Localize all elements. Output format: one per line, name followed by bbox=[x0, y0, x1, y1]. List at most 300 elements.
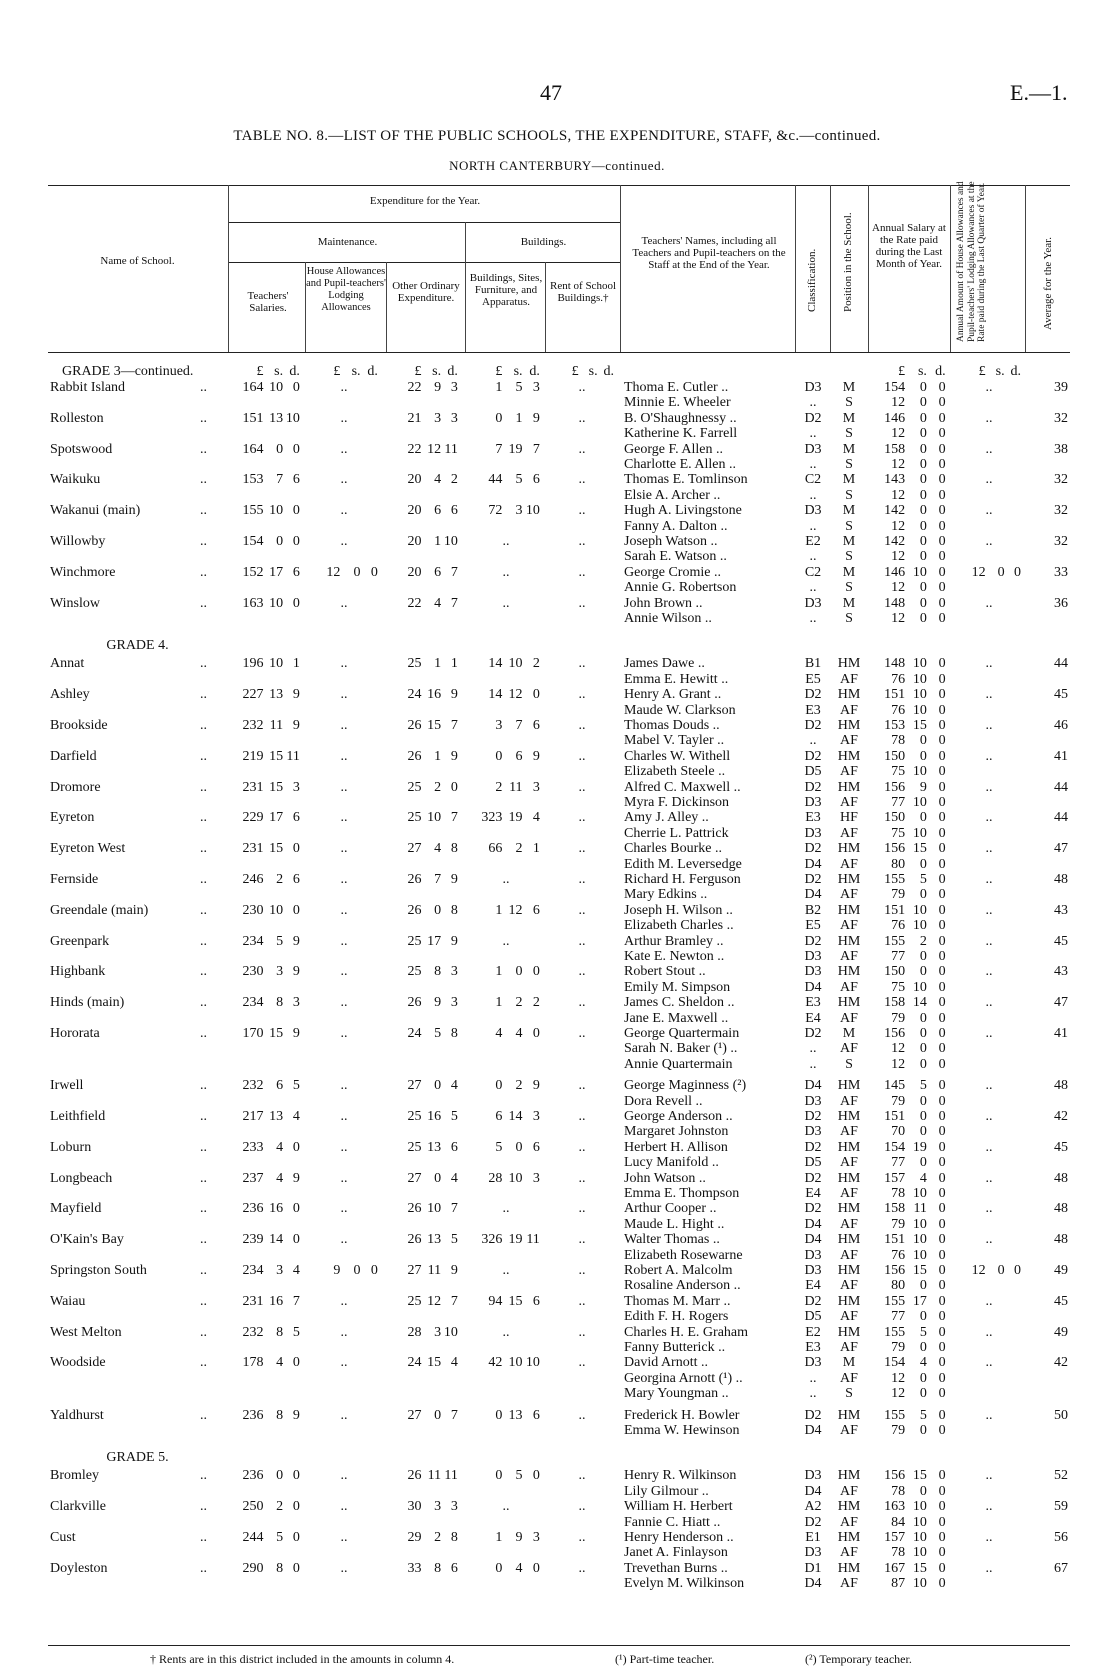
annual-allowances: .. bbox=[985, 472, 993, 488]
other-expenditure-pounds: 26 bbox=[407, 872, 422, 887]
house-allowances-shillings: 0 bbox=[353, 1263, 361, 1278]
rent: .. bbox=[578, 1560, 586, 1576]
annual-allowances-pence: 0 bbox=[1013, 1263, 1021, 1278]
other-expenditure-pounds: 30 bbox=[407, 1499, 422, 1515]
teacher-name: Jane E. Maxwell .. bbox=[624, 1010, 729, 1026]
teacher-position: AF bbox=[840, 1247, 858, 1263]
other-expenditure-pounds: 26 bbox=[407, 902, 422, 918]
teachers-salaries-shillings: 8 bbox=[276, 1560, 284, 1576]
teacher-name: James Dawe .. bbox=[624, 656, 705, 672]
rent: .. bbox=[578, 595, 586, 611]
teacher-salary-pence: 0 bbox=[938, 1386, 946, 1402]
other-expenditure-pounds: 24 bbox=[407, 1355, 422, 1371]
school-name: Spotswood bbox=[50, 441, 113, 457]
teacher-salary-pence: 0 bbox=[938, 487, 946, 503]
teacher-salary-shillings: 0 bbox=[919, 1056, 927, 1072]
other-expenditure-shillings: 8 bbox=[434, 1560, 442, 1576]
teacher-salary-pounds: 70 bbox=[891, 1124, 906, 1140]
teacher-classification: D5 bbox=[804, 764, 822, 780]
teacher-position: HM bbox=[837, 1109, 861, 1124]
teachers-salaries-pounds: 164 bbox=[242, 380, 264, 395]
document-code: E.—1. bbox=[1010, 80, 1068, 105]
other-expenditure-pence: 9 bbox=[450, 748, 458, 764]
teacher-salary-pence: 0 bbox=[938, 1483, 946, 1499]
buildings-sites-shillings: 2 bbox=[515, 995, 523, 1011]
other-expenditure-shillings: 4 bbox=[434, 595, 442, 611]
other-expenditure-shillings: 17 bbox=[427, 933, 442, 949]
other-expenditure-pounds: 25 bbox=[407, 779, 422, 795]
teacher-salary-pence: 0 bbox=[938, 1109, 946, 1124]
teacher-salary-pounds: 157 bbox=[884, 1170, 906, 1186]
teachers-salaries-shillings: 10 bbox=[269, 380, 284, 395]
average-attendance: 41 bbox=[1054, 1026, 1068, 1041]
teachers-salaries-pounds: 234 bbox=[242, 933, 264, 949]
other-expenditure-pence: 11 bbox=[444, 441, 458, 457]
buildings-sites-pounds: 4 bbox=[495, 1026, 503, 1041]
other-expenditure-pence: 7 bbox=[450, 1407, 458, 1423]
house-allowances: .. bbox=[340, 1324, 348, 1340]
house-allowances: .. bbox=[340, 1109, 348, 1124]
teacher-name: David Arnott .. bbox=[624, 1355, 708, 1371]
teacher-salary-pounds: 154 bbox=[884, 380, 906, 395]
teacher-name: Rosaline Anderson .. bbox=[624, 1278, 741, 1294]
rent: .. bbox=[578, 410, 586, 426]
leader-dots: .. bbox=[200, 1201, 207, 1217]
teacher-classification: E4 bbox=[805, 1186, 821, 1201]
teacher-name: Amy J. Alley .. bbox=[624, 810, 709, 826]
other-expenditure-pence: 6 bbox=[450, 503, 458, 519]
other-expenditure-pence: 9 bbox=[450, 687, 458, 703]
teacher-salary-shillings: 10 bbox=[912, 1216, 927, 1232]
teacher-salary-pounds: 12 bbox=[891, 395, 906, 411]
leader-dots: .. bbox=[200, 472, 207, 488]
teacher-position: M bbox=[842, 380, 856, 395]
other-expenditure-shillings: 6 bbox=[434, 564, 442, 580]
average-attendance: 59 bbox=[1054, 1499, 1068, 1515]
teacher-salary-pence: 0 bbox=[938, 979, 946, 995]
leader-dots: .. bbox=[200, 441, 207, 457]
teachers-salaries-shillings: 0 bbox=[276, 1468, 284, 1484]
teachers-salaries-pence: 5 bbox=[292, 1078, 300, 1094]
teacher-salary-pounds: 77 bbox=[891, 1309, 906, 1325]
teachers-salaries-pence: 0 bbox=[292, 595, 300, 611]
house-allowances: .. bbox=[340, 933, 348, 949]
teacher-position: S bbox=[845, 487, 853, 503]
teacher-name: George Cromie .. bbox=[624, 564, 721, 580]
teacher-salary-shillings: 0 bbox=[919, 487, 927, 503]
teachers-salaries-shillings: 11 bbox=[269, 718, 284, 733]
teacher-position: AF bbox=[840, 1483, 858, 1499]
rent: .. bbox=[578, 1530, 586, 1545]
house-allowances-pounds: 9 bbox=[333, 1263, 341, 1278]
teacher-name: Kate E. Newton .. bbox=[624, 949, 725, 964]
leader-dots: .. bbox=[200, 1468, 207, 1484]
teacher-name: John Brown .. bbox=[624, 595, 703, 611]
teacher-salary-pounds: 76 bbox=[891, 918, 906, 934]
school-name: Darfield bbox=[50, 748, 97, 764]
teacher-position: M bbox=[842, 534, 856, 549]
teachers-salaries-shillings: 8 bbox=[276, 1324, 284, 1340]
teacher-name: Herbert H. Allison bbox=[624, 1139, 728, 1155]
leader-dots: .. bbox=[200, 810, 207, 826]
unit-pounds: £ bbox=[256, 364, 264, 379]
rent: .. bbox=[578, 810, 586, 826]
average-attendance: 39 bbox=[1054, 380, 1068, 395]
teacher-classification: D4 bbox=[804, 1483, 822, 1499]
teacher-salary-pence: 0 bbox=[938, 1324, 946, 1340]
teacher-position: AF bbox=[840, 1514, 858, 1530]
house-allowances: .. bbox=[340, 1232, 348, 1248]
teacher-classification: D3 bbox=[804, 503, 822, 519]
teacher-salary-pounds: 12 bbox=[891, 1370, 906, 1386]
teacher-salary-shillings: 0 bbox=[919, 810, 927, 826]
teacher-classification: D3 bbox=[804, 1093, 822, 1109]
other-expenditure-shillings: 0 bbox=[434, 902, 442, 918]
teacher-salary-pence: 0 bbox=[938, 825, 946, 841]
annual-allowances: .. bbox=[985, 1560, 993, 1576]
teacher-position: M bbox=[842, 503, 856, 519]
teacher-salary-pounds: 79 bbox=[891, 1093, 906, 1109]
teacher-classification: C2 bbox=[804, 564, 822, 580]
teacher-position: HM bbox=[837, 1201, 861, 1217]
average-attendance: 46 bbox=[1054, 718, 1068, 733]
other-expenditure-shillings: 6 bbox=[434, 503, 442, 519]
teacher-salary-pence: 0 bbox=[938, 1216, 946, 1232]
buildings-sites-pence: 6 bbox=[532, 472, 540, 488]
buildings-sites-shillings: 0 bbox=[515, 1139, 523, 1155]
other-expenditure-pounds: 27 bbox=[407, 1263, 422, 1278]
teachers-salaries-shillings: 15 bbox=[269, 779, 284, 795]
teacher-name: James C. Sheldon .. bbox=[624, 995, 735, 1011]
average-attendance: 32 bbox=[1054, 534, 1068, 549]
other-expenditure-pounds: 20 bbox=[407, 564, 422, 580]
teachers-salaries-pence: 4 bbox=[292, 1263, 300, 1278]
buildings-sites-pounds: 1 bbox=[495, 902, 503, 918]
teacher-classification: D3 bbox=[804, 1124, 822, 1140]
teacher-salary-pounds: 156 bbox=[884, 1468, 906, 1484]
teacher-salary-shillings: 5 bbox=[919, 1407, 927, 1423]
teacher-classification: E3 bbox=[805, 1340, 821, 1355]
other-expenditure-pounds: 20 bbox=[407, 503, 422, 519]
buildings-sites-pounds: 28 bbox=[488, 1170, 503, 1186]
other-expenditure-pounds: 26 bbox=[407, 748, 422, 764]
buildings-sites-shillings: 2 bbox=[515, 1078, 523, 1094]
house-allowances: .. bbox=[340, 1170, 348, 1186]
teachers-salaries-pence: 0 bbox=[292, 1468, 300, 1484]
teacher-position: AF bbox=[840, 702, 858, 718]
col-divider bbox=[386, 262, 387, 352]
teacher-salary-shillings: 9 bbox=[919, 779, 927, 795]
teachers-salaries-pence: 0 bbox=[292, 441, 300, 457]
teacher-salary-pence: 0 bbox=[938, 395, 946, 411]
buildings-sites: .. bbox=[502, 933, 510, 949]
teacher-position: S bbox=[845, 395, 853, 411]
teacher-name: Arthur Bramley .. bbox=[624, 933, 724, 949]
teacher-position: M bbox=[842, 564, 856, 580]
grade-heading: GRADE 4. bbox=[106, 638, 169, 654]
buildings-sites-pounds: 1 bbox=[495, 964, 503, 980]
teacher-classification: D5 bbox=[804, 1309, 822, 1325]
teacher-classification: D3 bbox=[804, 1468, 822, 1484]
buildings-sites-pounds: 326 bbox=[481, 1232, 503, 1248]
teacher-salary-pounds: 151 bbox=[884, 1109, 906, 1124]
school-name: Eyreton bbox=[50, 810, 95, 826]
buildings-sites: .. bbox=[502, 1201, 510, 1217]
buildings-sites-pounds: 323 bbox=[481, 810, 503, 826]
teacher-name: Robert A. Malcolm bbox=[624, 1263, 733, 1278]
unit-shillings: s. bbox=[351, 364, 361, 379]
expenditure-rule bbox=[228, 222, 620, 223]
leader-dots: .. bbox=[200, 687, 207, 703]
house-allowances: .. bbox=[340, 472, 348, 488]
teacher-salary-pounds: 12 bbox=[891, 426, 906, 442]
teacher-salary-shillings: 10 bbox=[912, 764, 927, 780]
teacher-position: M bbox=[842, 441, 856, 457]
teacher-salary-shillings: 0 bbox=[919, 395, 927, 411]
leader-dots: .. bbox=[200, 380, 207, 395]
teachers-salaries-shillings: 13 bbox=[269, 410, 284, 426]
teacher-salary-shillings: 2 bbox=[919, 933, 927, 949]
teacher-position: S bbox=[845, 1056, 853, 1072]
other-expenditure-pounds: 26 bbox=[407, 995, 422, 1011]
teacher-classification: D3 bbox=[804, 441, 822, 457]
teacher-position: HM bbox=[837, 902, 861, 918]
school-name: Mayfield bbox=[50, 1201, 102, 1217]
average-attendance: 49 bbox=[1054, 1324, 1068, 1340]
teacher-name: Joseph H. Wilson .. bbox=[624, 902, 733, 918]
teacher-salary-pounds: 156 bbox=[884, 1263, 906, 1278]
teacher-salary-pence: 0 bbox=[938, 841, 946, 857]
teacher-salary-pounds: 151 bbox=[884, 687, 906, 703]
teachers-salaries-shillings: 10 bbox=[269, 656, 284, 672]
other-expenditure-shillings: 1 bbox=[434, 748, 442, 764]
buildings-sites-pounds: 6 bbox=[495, 1109, 503, 1124]
teacher-salary-pence: 0 bbox=[938, 702, 946, 718]
teacher-classification: D2 bbox=[804, 1293, 822, 1309]
header-annual-allowances: Annual Amount of House Allowances and Pupil-teachers' Lodging Allowances at the Rate paid during the Last Quarter of Year. bbox=[956, 181, 987, 342]
teacher-name: Edith F. H. Rogers bbox=[624, 1309, 729, 1325]
teacher-name: Henry R. Wilkinson bbox=[624, 1468, 737, 1484]
teacher-salary-shillings: 4 bbox=[919, 1170, 927, 1186]
footnote-temporary: (²) Temporary teacher. bbox=[805, 1652, 912, 1666]
school-name: Leithfield bbox=[50, 1109, 106, 1124]
other-expenditure-shillings: 15 bbox=[427, 718, 442, 733]
leader-dots: .. bbox=[200, 1293, 207, 1309]
teacher-salary-pounds: 156 bbox=[884, 779, 906, 795]
house-allowances: .. bbox=[340, 1407, 348, 1423]
annual-allowances: .. bbox=[985, 534, 993, 549]
header-teachers-names: Teachers' Names, including all Teachers and Pupil-teachers on the Staff at the End of the Year. bbox=[632, 235, 786, 271]
teacher-classification: D3 bbox=[804, 1545, 822, 1561]
teachers-salaries-pounds: 250 bbox=[242, 1499, 264, 1515]
teacher-name: Evelyn M. Wilkinson bbox=[624, 1576, 745, 1592]
house-allowances: .. bbox=[340, 841, 348, 857]
teacher-classification: E3 bbox=[805, 995, 821, 1011]
buildings-sites-shillings: 5 bbox=[515, 1468, 523, 1484]
teacher-salary-pounds: 79 bbox=[891, 1216, 906, 1232]
teacher-salary-pence: 0 bbox=[938, 534, 946, 549]
teacher-name: Frederick H. Bowler bbox=[624, 1407, 740, 1423]
annual-allowances: .. bbox=[985, 1232, 993, 1248]
teachers-salaries-pounds: 290 bbox=[242, 1560, 264, 1576]
annual-allowances: .. bbox=[985, 1139, 993, 1155]
annual-allowances-shillings: 0 bbox=[997, 564, 1005, 580]
unit-shillings: s. bbox=[432, 364, 442, 379]
teacher-classification: .. bbox=[809, 1041, 817, 1057]
teacher-salary-shillings: 10 bbox=[912, 1186, 927, 1201]
school-name: Winchmore bbox=[50, 564, 116, 580]
teacher-salary-shillings: 0 bbox=[919, 733, 927, 749]
teachers-salaries-shillings: 6 bbox=[276, 1078, 284, 1094]
annual-allowances: .. bbox=[985, 1109, 993, 1124]
teacher-salary-pence: 0 bbox=[938, 518, 946, 534]
buildings-sites-pence: 11 bbox=[526, 1232, 540, 1248]
buildings-sites-shillings: 13 bbox=[508, 1407, 523, 1423]
teacher-classification: E4 bbox=[805, 1010, 821, 1026]
house-allowances: .. bbox=[340, 902, 348, 918]
teacher-name: George Quartermain bbox=[624, 1026, 740, 1041]
buildings-sites-shillings: 4 bbox=[515, 1026, 523, 1041]
teacher-position: HM bbox=[837, 687, 861, 703]
leader-dots: .. bbox=[200, 1232, 207, 1248]
teacher-salary-pounds: 155 bbox=[884, 1293, 906, 1309]
teacher-classification: .. bbox=[809, 611, 817, 626]
teacher-salary-pounds: 154 bbox=[884, 1139, 906, 1155]
teacher-salary-pence: 0 bbox=[938, 748, 946, 764]
house-allowances: .. bbox=[340, 595, 348, 611]
teacher-salary-shillings: 11 bbox=[913, 1201, 927, 1217]
teacher-classification: .. bbox=[809, 1056, 817, 1072]
unit-pence: d. bbox=[529, 364, 540, 379]
teacher-classification: D2 bbox=[804, 1201, 822, 1217]
teacher-salary-pounds: 78 bbox=[891, 1186, 906, 1201]
average-attendance: 32 bbox=[1054, 503, 1068, 519]
teacher-classification: D4 bbox=[804, 1232, 822, 1248]
other-expenditure-shillings: 4 bbox=[434, 841, 442, 857]
other-expenditure-shillings: 11 bbox=[427, 1468, 442, 1484]
average-attendance: 45 bbox=[1054, 933, 1068, 949]
teacher-salary-shillings: 0 bbox=[919, 1010, 927, 1026]
teacher-salary-pence: 0 bbox=[938, 1093, 946, 1109]
buildings-sites-pence: 6 bbox=[532, 1139, 540, 1155]
teacher-salary-pence: 0 bbox=[938, 1232, 946, 1248]
buildings-sites-pence: 6 bbox=[532, 718, 540, 733]
teachers-salaries-shillings: 3 bbox=[276, 1263, 284, 1278]
other-expenditure-pence: 3 bbox=[450, 1499, 458, 1515]
teacher-name: Annie Wilson .. bbox=[624, 611, 712, 626]
school-name: Eyreton West bbox=[50, 841, 126, 857]
teachers-salaries-pounds: 234 bbox=[242, 995, 264, 1011]
average-attendance: 52 bbox=[1054, 1468, 1068, 1484]
teacher-salary-shillings: 0 bbox=[919, 534, 927, 549]
col-divider bbox=[620, 185, 621, 352]
teachers-salaries-pence: 11 bbox=[286, 748, 300, 764]
leader-dots: .. bbox=[200, 718, 207, 733]
teacher-classification: .. bbox=[809, 518, 817, 534]
leader-dots: .. bbox=[200, 872, 207, 887]
buildings-sites-pence: 0 bbox=[532, 1468, 540, 1484]
house-allowances: .. bbox=[340, 1139, 348, 1155]
teacher-salary-pence: 0 bbox=[938, 503, 946, 519]
teacher-salary-shillings: 0 bbox=[919, 549, 927, 565]
teacher-salary-shillings: 10 bbox=[912, 656, 927, 672]
other-expenditure-shillings: 15 bbox=[427, 1355, 442, 1371]
teacher-salary-shillings: 0 bbox=[919, 410, 927, 426]
annual-allowances: .. bbox=[985, 1201, 993, 1217]
buildings-sites-pence: 3 bbox=[532, 380, 540, 395]
school-name: Fernside bbox=[50, 872, 99, 887]
teacher-salary-shillings: 0 bbox=[919, 1423, 927, 1438]
average-attendance: 41 bbox=[1054, 748, 1068, 764]
leader-dots: .. bbox=[200, 503, 207, 519]
teachers-salaries-pounds: 239 bbox=[242, 1232, 264, 1248]
rent: .. bbox=[578, 1407, 586, 1423]
other-expenditure-pence: 9 bbox=[450, 933, 458, 949]
teacher-name: Emma W. Hewinson bbox=[624, 1423, 740, 1438]
teacher-salary-shillings: 14 bbox=[912, 995, 927, 1011]
teacher-salary-pence: 0 bbox=[938, 1355, 946, 1371]
col-divider bbox=[868, 185, 869, 352]
teachers-salaries-pounds: 217 bbox=[242, 1109, 264, 1124]
teachers-salaries-pence: 3 bbox=[292, 995, 300, 1011]
teachers-salaries-pence: 6 bbox=[292, 564, 300, 580]
buildings-sites: .. bbox=[502, 1263, 510, 1278]
teachers-salaries-shillings: 5 bbox=[276, 933, 284, 949]
average-attendance: 48 bbox=[1054, 1201, 1068, 1217]
teacher-salary-pounds: 12 bbox=[891, 1056, 906, 1072]
teacher-position: S bbox=[845, 457, 853, 472]
teacher-salary-pounds: 77 bbox=[891, 949, 906, 964]
other-expenditure-pounds: 24 bbox=[407, 1026, 422, 1041]
school-name: Springston South bbox=[50, 1263, 147, 1278]
buildings-sites-shillings: 9 bbox=[515, 1530, 523, 1545]
teacher-salary-pounds: 79 bbox=[891, 1010, 906, 1026]
teacher-classification: D5 bbox=[804, 1155, 822, 1171]
buildings-sites-shillings: 12 bbox=[508, 902, 523, 918]
teacher-position: HM bbox=[837, 964, 861, 980]
teacher-position: S bbox=[845, 518, 853, 534]
teacher-salary-pence: 0 bbox=[938, 671, 946, 687]
header-average: Average for the Year. bbox=[1042, 237, 1054, 330]
other-expenditure-pounds: 25 bbox=[407, 964, 422, 980]
teacher-classification: D4 bbox=[804, 1576, 822, 1592]
teacher-classification: E4 bbox=[805, 1278, 821, 1294]
unit-pence: d. bbox=[289, 364, 300, 379]
other-expenditure-shillings: 8 bbox=[434, 964, 442, 980]
buildings-sites-shillings: 0 bbox=[515, 964, 523, 980]
teacher-salary-pence: 0 bbox=[938, 1514, 946, 1530]
teachers-salaries-pounds: 231 bbox=[242, 1293, 264, 1309]
col-divider bbox=[1025, 185, 1026, 352]
rent: .. bbox=[578, 472, 586, 488]
teacher-classification: D2 bbox=[804, 1139, 822, 1155]
teacher-salary-shillings: 0 bbox=[919, 1041, 927, 1057]
teacher-salary-shillings: 0 bbox=[919, 887, 927, 903]
teacher-salary-pence: 0 bbox=[938, 580, 946, 596]
teacher-salary-shillings: 0 bbox=[919, 380, 927, 395]
teacher-name: Robert Stout .. bbox=[624, 964, 706, 980]
rent: .. bbox=[578, 779, 586, 795]
col-divider bbox=[228, 185, 229, 352]
leader-dots: .. bbox=[200, 656, 207, 672]
header-expenditure: Expenditure for the Year. bbox=[369, 195, 481, 207]
teacher-salary-shillings: 0 bbox=[919, 964, 927, 980]
header-name-of-school: Name of School. bbox=[100, 255, 175, 267]
teacher-salary-pence: 0 bbox=[938, 1026, 946, 1041]
maintenance-rule bbox=[228, 262, 620, 263]
teacher-classification: D4 bbox=[804, 887, 822, 903]
teacher-salary-pence: 0 bbox=[938, 795, 946, 810]
